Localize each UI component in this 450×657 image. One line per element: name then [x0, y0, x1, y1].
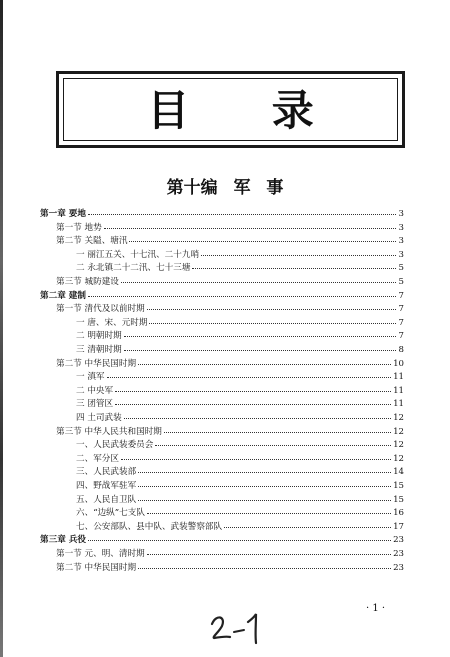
toc-page-number: 5	[398, 277, 404, 287]
dot-leader	[138, 478, 391, 487]
dot-leader	[224, 519, 391, 528]
toc-entry-label: 三 团管区	[76, 399, 114, 410]
toc-row	[56, 302, 404, 315]
toc-row	[76, 493, 404, 506]
toc-page-number: 8	[398, 345, 404, 355]
toc-row	[56, 234, 404, 247]
toc-row	[76, 506, 404, 519]
dot-leader	[124, 410, 391, 419]
toc-entry-label: 二 永北镇二十二汛、七十三塘	[76, 263, 191, 274]
toc-entry-label: 第二章 建制	[40, 290, 86, 301]
dot-leader	[147, 546, 391, 555]
dot-leader	[155, 437, 391, 446]
part-heading: 第十编 军 事	[166, 178, 284, 198]
toc-entry-label: 二 中央军	[76, 385, 114, 396]
toc-entry-label: 第二节 中华民国时期	[56, 562, 137, 573]
dot-leader	[201, 247, 396, 256]
dot-leader	[149, 315, 396, 324]
dot-leader	[115, 383, 391, 392]
dot-leader	[115, 396, 391, 405]
dot-leader	[138, 356, 391, 365]
dot-leader	[192, 260, 396, 269]
toc-page-number: 17	[393, 521, 404, 532]
dot-leader	[104, 220, 396, 229]
handwritten-annotation	[208, 610, 268, 646]
toc-page-number: 7	[398, 304, 404, 315]
toc-row	[56, 547, 404, 560]
toc-page-number: 12	[393, 453, 404, 464]
dot-leader	[88, 532, 391, 541]
page-title: 目 录	[147, 86, 348, 135]
toc-entry-label: 第一节 元、明、清时期	[56, 549, 145, 559]
toc-row	[76, 248, 404, 261]
toc-entry-label: 第一章 要地	[40, 209, 86, 219]
toc-page-number: 23	[393, 562, 404, 573]
dot-leader	[129, 233, 396, 242]
dot-leader	[138, 464, 391, 473]
toc-row	[76, 384, 404, 397]
toc-row	[40, 533, 404, 546]
toc-entry-label: 六、“边纵”七支队	[76, 508, 145, 519]
toc-row	[76, 520, 404, 533]
toc-entry-label: 七、公安部队、县中队、武装警察部队	[76, 521, 223, 532]
dot-leader	[124, 342, 396, 351]
toc-row	[76, 261, 404, 274]
toc-row	[56, 221, 404, 234]
toc-page-number: 12	[393, 413, 404, 423]
title-frame	[56, 71, 405, 148]
toc-entry-label: 第三节 中华人民共和国时期	[56, 426, 162, 437]
dot-leader	[88, 288, 396, 297]
toc-row	[76, 397, 404, 410]
toc-entry-label: 一 滇军	[76, 372, 105, 383]
toc-page-number: 7	[398, 290, 404, 301]
toc-page-number: 11	[393, 385, 404, 396]
dot-leader	[88, 206, 396, 215]
toc-row	[76, 479, 404, 492]
toc-row	[56, 357, 404, 370]
dot-leader	[147, 301, 396, 310]
toc-entry-label: 三 清朝时期	[76, 345, 122, 355]
toc-entry-label: 二、军分区	[76, 453, 119, 464]
toc-row	[56, 425, 404, 438]
toc-row	[76, 316, 404, 329]
toc-page-number: 10	[393, 358, 404, 369]
toc-page-number: 11	[393, 372, 404, 383]
toc-page-number: 14	[393, 467, 404, 478]
toc-page-number: 12	[393, 440, 404, 451]
toc-entry-label: 一 唐、宋、元时期	[76, 317, 148, 328]
toc-row	[56, 561, 404, 574]
dot-leader	[147, 505, 391, 514]
toc-row	[76, 411, 404, 424]
toc-page-number: 23	[393, 549, 404, 559]
toc-entry-label: 一 丽江五关、十七汛、二十九哨	[76, 249, 200, 260]
toc-page-number: 16	[393, 508, 404, 519]
toc-row	[56, 275, 404, 288]
toc-entry-label: 五、人民自卫队	[76, 494, 137, 505]
toc-entry-label: 第二节 关隘、塘汛	[56, 236, 128, 247]
toc-page-number: 5	[398, 263, 404, 274]
toc-page-number: 15	[393, 494, 404, 505]
dot-leader	[138, 492, 391, 501]
dot-leader	[164, 424, 391, 433]
toc-page-number: 3	[398, 222, 404, 233]
toc-row	[76, 370, 404, 383]
toc-entry-label: 四 土司武装	[76, 413, 122, 423]
toc-page-number: 7	[398, 331, 404, 342]
toc-row	[76, 343, 404, 356]
toc-row	[40, 289, 404, 302]
toc-row	[76, 438, 404, 451]
dot-leader	[121, 274, 396, 283]
dot-leader	[124, 328, 396, 337]
toc-row	[40, 207, 404, 220]
toc-entry-label: 二 明朝时期	[76, 331, 122, 342]
dot-leader	[121, 451, 391, 460]
toc-entry-label: 四、野战军驻军	[76, 481, 137, 491]
toc-page-number: 3	[398, 236, 404, 247]
toc-entry-label: 第二节 中华民国时期	[56, 358, 137, 369]
toc-entry-label: 三、人民武装部	[76, 467, 137, 478]
toc-page-number: 12	[393, 426, 404, 437]
toc-page-number: 15	[393, 481, 404, 491]
toc-row	[76, 452, 404, 465]
toc-row	[76, 329, 404, 342]
toc-row	[76, 465, 404, 478]
toc-entry-label: 第一节 清代及以前时期	[56, 304, 145, 315]
toc-entry-label: 第三节 城防建设	[56, 277, 119, 287]
dot-leader	[107, 369, 392, 378]
toc-page-number: 3	[398, 209, 404, 219]
toc-entry-label: 一、人民武装委员会	[76, 440, 154, 451]
toc-entry-label: 第一节 地势	[56, 222, 102, 233]
dot-leader	[138, 560, 391, 569]
scan-edge	[0, 0, 3, 657]
toc-page-number: 23	[393, 535, 404, 546]
toc-page-number: 3	[398, 249, 404, 260]
toc-page-number: 7	[398, 317, 404, 328]
page-number: · 1 ·	[366, 603, 386, 614]
toc-page-number: 11	[393, 399, 404, 410]
toc-entry-label: 第三章 兵役	[40, 535, 86, 546]
